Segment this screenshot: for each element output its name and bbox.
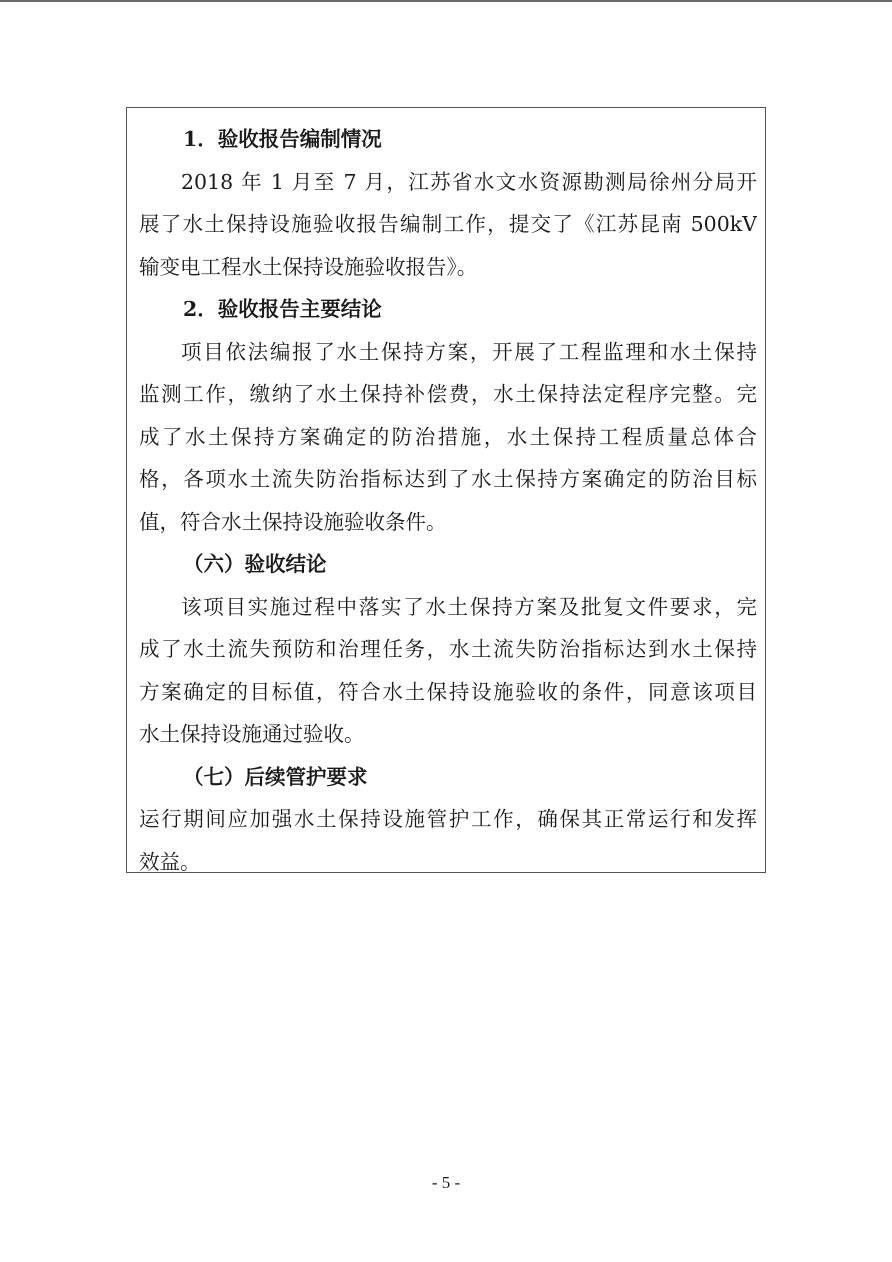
section-heading-report-conclusions: 2．验收报告主要结论 xyxy=(183,297,382,321)
paragraph-line: 输变电工程水土保持设施验收报告》。 xyxy=(139,254,478,279)
content-table-cell xyxy=(126,107,766,873)
paragraph-line: 方案确定的目标值，符合水土保持设施验收的条件，同意该项目 xyxy=(139,679,757,704)
paragraph-line: 值，符合水土保持设施验收条件。 xyxy=(139,509,447,534)
paragraph-line: 监测工作，缴纳了水土保持补偿费，水土保持法定程序完整。完 xyxy=(139,382,757,406)
paragraph-line: 成了水土流失预防和治理任务，水土流失防治指标达到水土保持 xyxy=(139,637,757,661)
paragraph-line: 2018 年 1 月至 7 月，江苏省水文水资源勘测局徐州分局开 xyxy=(181,169,757,194)
section-heading-acceptance-conclusion: （六）验收结论 xyxy=(183,552,327,576)
top-border-line xyxy=(0,0,892,2)
paragraph-line: 格，各项水土流失防治指标达到了水土保持方案确定的防治目标 xyxy=(139,467,757,491)
page-number: - 5 - xyxy=(431,1173,461,1192)
section-heading-follow-up: （七）后续管护要求 xyxy=(183,764,368,789)
section-heading-report-compilation: 1．验收报告编制情况 xyxy=(183,127,382,151)
paragraph-line: 该项目实施过程中落实了水土保持方案及批复文件要求，完 xyxy=(181,594,757,619)
paragraph-line: 项目依法编报了水土保持方案，开展了工程监理和水土保持 xyxy=(181,339,757,364)
paragraph-line: 成了水土保持方案确定的防治措施，水土保持工程质量总体合 xyxy=(139,424,757,449)
paragraph-line: 水土保持设施通过验收。 xyxy=(139,722,365,746)
paragraph-line: 展了水土保持设施验收报告编制工作，提交了《江苏昆南 500kV xyxy=(139,212,757,236)
paragraph-line: 效益。 xyxy=(139,849,201,874)
paragraph-line: 运行期间应加强水土保持设施管护工作，确保其正常运行和发挥 xyxy=(139,807,757,831)
